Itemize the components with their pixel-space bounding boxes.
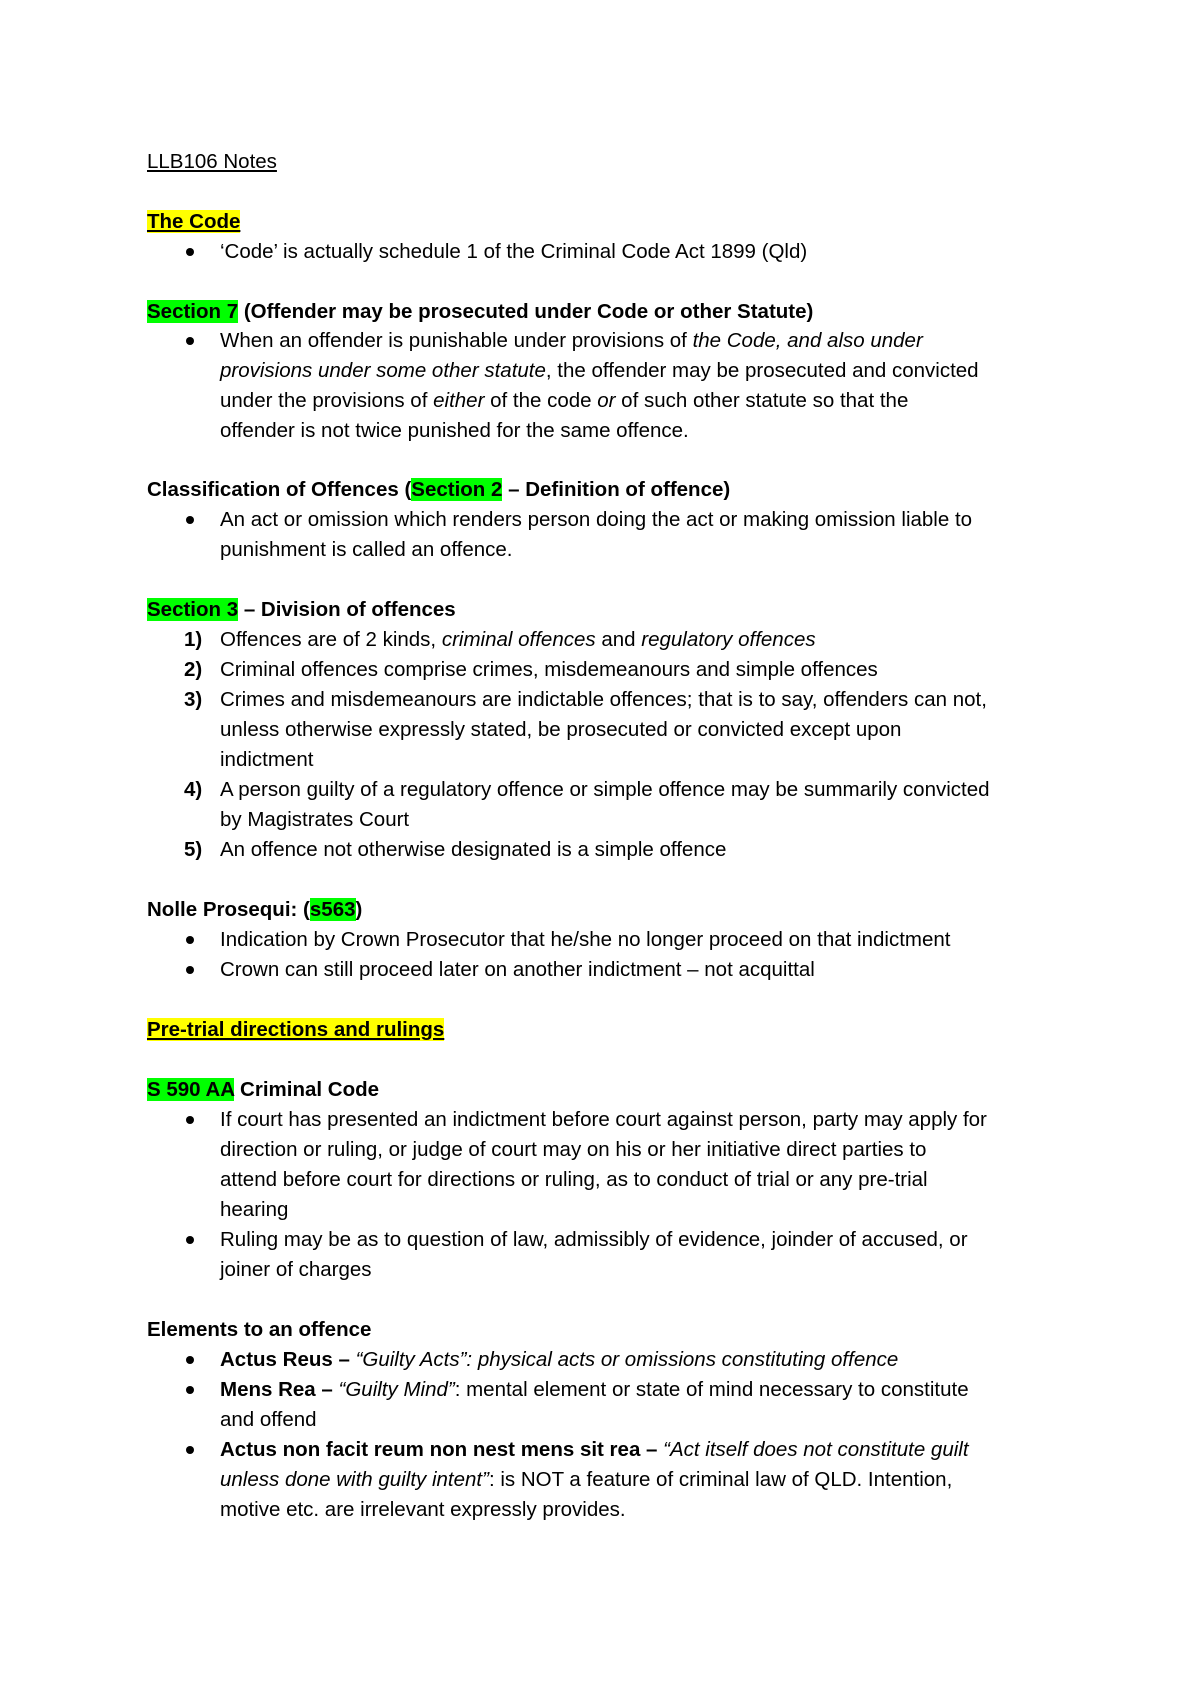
classification-line-1: An act or omission which renders person doing the act or making omission liable to	[220, 508, 973, 531]
actus-reus-def: “Guilty Acts”: physical acts or omissions constituting offence	[355, 1348, 899, 1371]
s3-item-5: An offence not otherwise designated is a simple offence	[220, 838, 727, 861]
s590-b2-line-2: joiner of charges	[220, 1258, 372, 1281]
s3-item-4-line-2: by Magistrates Court	[220, 808, 410, 831]
anf-rest: : is NOT a feature of criminal law of QLD. Intention,	[488, 1468, 953, 1491]
mens-rea-rest: : mental element or state of mind necessary to constitute	[454, 1378, 969, 1401]
bullet-icon	[186, 1236, 194, 1244]
bullet-icon	[186, 1356, 194, 1364]
nolle-bullet-1: Indication by Crown Prosecutor that he/she no longer proceed on that indictment	[220, 928, 951, 951]
list-number: 5)	[184, 838, 203, 861]
actus-reus-line	[220, 1346, 898, 1374]
list-number: 2)	[184, 658, 203, 681]
list-number: 1)	[184, 628, 203, 651]
s590-b1-line-4: hearing	[220, 1198, 289, 1221]
code-heading	[147, 208, 240, 236]
s7-line-4: offender is not twice punished for the same offence.	[220, 419, 689, 442]
s3-heading	[147, 596, 456, 624]
s7-l1b: the Code, and also under	[692, 329, 923, 352]
nolle-label: s563	[309, 898, 356, 921]
s7-l2b: , the offender may be prosecuted and convicted	[545, 359, 979, 382]
s3-item-3-line-3: indictment	[220, 748, 314, 771]
mens-rea-line-1	[220, 1376, 969, 1404]
code-bullet-1: ‘Code’ is actually schedule 1 of the Criminal Code Act 1899 (Qld)	[220, 240, 808, 263]
s7-line-2	[220, 357, 979, 385]
nolle-heading	[147, 896, 362, 924]
s3-item-4-line-1: A person guilty of a regulatory offence or simple offence may be summarily convicted	[220, 778, 990, 801]
actus-reus-dash: –	[332, 1348, 356, 1371]
code-heading-highlight: The Code	[147, 210, 241, 233]
s7-line-3	[220, 387, 908, 415]
classification-line-2: punishment is called an offence.	[220, 538, 513, 561]
s7-l3a: under the provisions of	[220, 389, 434, 412]
doc-title: LLB106 Notes	[147, 150, 277, 173]
s7-heading	[147, 298, 813, 326]
bullet-icon	[186, 1386, 194, 1394]
classification-heading	[147, 476, 730, 504]
s7-l3b: either	[433, 389, 485, 412]
s3-heading-rest: – Division of offences	[238, 598, 456, 621]
mens-rea-quote: “Guilty Mind”	[338, 1378, 455, 1401]
classification-label: Section 2	[411, 478, 503, 501]
bullet-icon	[186, 248, 194, 256]
anf-line-1	[220, 1436, 969, 1464]
anf-quote-2: unless done with guilty intent”	[220, 1468, 489, 1491]
s3-item-1-d: regulatory offences	[641, 628, 816, 651]
s590-b1-line-3: attend before court for directions or ruling, as to conduct of trial or any pre-trial	[220, 1168, 928, 1191]
s7-label: Section 7	[147, 300, 239, 323]
anf-quote: “Act itself does not constitute guilt	[663, 1438, 969, 1461]
bullet-icon	[186, 1446, 194, 1454]
nolle-pre: Nolle Prosequi: (	[147, 898, 310, 921]
s7-l3d: or	[597, 389, 616, 412]
mens-rea-dash: –	[315, 1378, 339, 1401]
nolle-post: )	[355, 898, 363, 921]
s7-line-1	[220, 327, 923, 355]
bullet-icon	[186, 516, 194, 524]
s590-heading-rest: Criminal Code	[234, 1078, 380, 1101]
list-number: 4)	[184, 778, 203, 801]
anf-line-2	[220, 1466, 952, 1494]
nolle-bullet-2: Crown can still proceed later on another indictment – not acquittal	[220, 958, 815, 981]
classification-post: – Definition of offence)	[502, 478, 731, 501]
mens-rea-term: Mens Rea	[220, 1378, 316, 1401]
s3-item-1	[220, 626, 816, 654]
s3-item-1-c: and	[595, 628, 642, 651]
s7-l1a: When an offender is punishable under provisions of	[220, 329, 693, 352]
anf-dash: –	[640, 1438, 664, 1461]
s590-b1-line-1: If court has presented an indictment before court against person, party may apply for	[220, 1108, 987, 1131]
s7-l3e: of such other statute so that the	[615, 389, 909, 412]
bullet-icon	[186, 966, 194, 974]
s590-b1-line-2: direction or ruling, or judge of court may on his or her initiative direct parties to	[220, 1138, 927, 1161]
s3-item-3-line-2: unless otherwise expressly stated, be prosecuted or convicted except upon	[220, 718, 902, 741]
list-number: 3)	[184, 688, 203, 711]
s7-l3c: of the code	[484, 389, 598, 412]
anf-term: Actus non facit reum non nest mens sit rea	[220, 1438, 641, 1461]
pretrial-heading	[147, 1016, 444, 1044]
s590-b2-line-1: Ruling may be as to question of law, admissibly of evidence, joinder of accused, or	[220, 1228, 968, 1251]
anf-line-3: motive etc. are irrelevant expressly provides.	[220, 1498, 626, 1521]
s590-label: S 590 AA	[147, 1078, 235, 1101]
s3-label: Section 3	[147, 598, 239, 621]
s3-item-3-line-1: Crimes and misdemeanours are indictable offences; that is to say, offenders can not,	[220, 688, 987, 711]
bullet-icon	[186, 936, 194, 944]
s590-heading	[147, 1076, 379, 1104]
s7-l2a: provisions under some other statute	[220, 359, 546, 382]
mens-rea-line-2: and offend	[220, 1408, 317, 1431]
pretrial-heading-highlight: Pre-trial directions and rulings	[147, 1018, 445, 1041]
s3-item-2: Criminal offences comprise crimes, misdemeanours and simple offences	[220, 658, 878, 681]
actus-reus-term: Actus Reus	[220, 1348, 333, 1371]
s3-item-1-b: criminal offences	[441, 628, 596, 651]
bullet-icon	[186, 1116, 194, 1124]
s7-heading-rest: (Offender may be prosecuted under Code or other Statute)	[238, 300, 814, 323]
s3-item-1-a: Offences are of 2 kinds,	[220, 628, 442, 651]
bullet-icon	[186, 337, 194, 345]
elements-heading: Elements to an offence	[147, 1318, 372, 1341]
classification-pre: Classification of Offences (	[147, 478, 412, 501]
